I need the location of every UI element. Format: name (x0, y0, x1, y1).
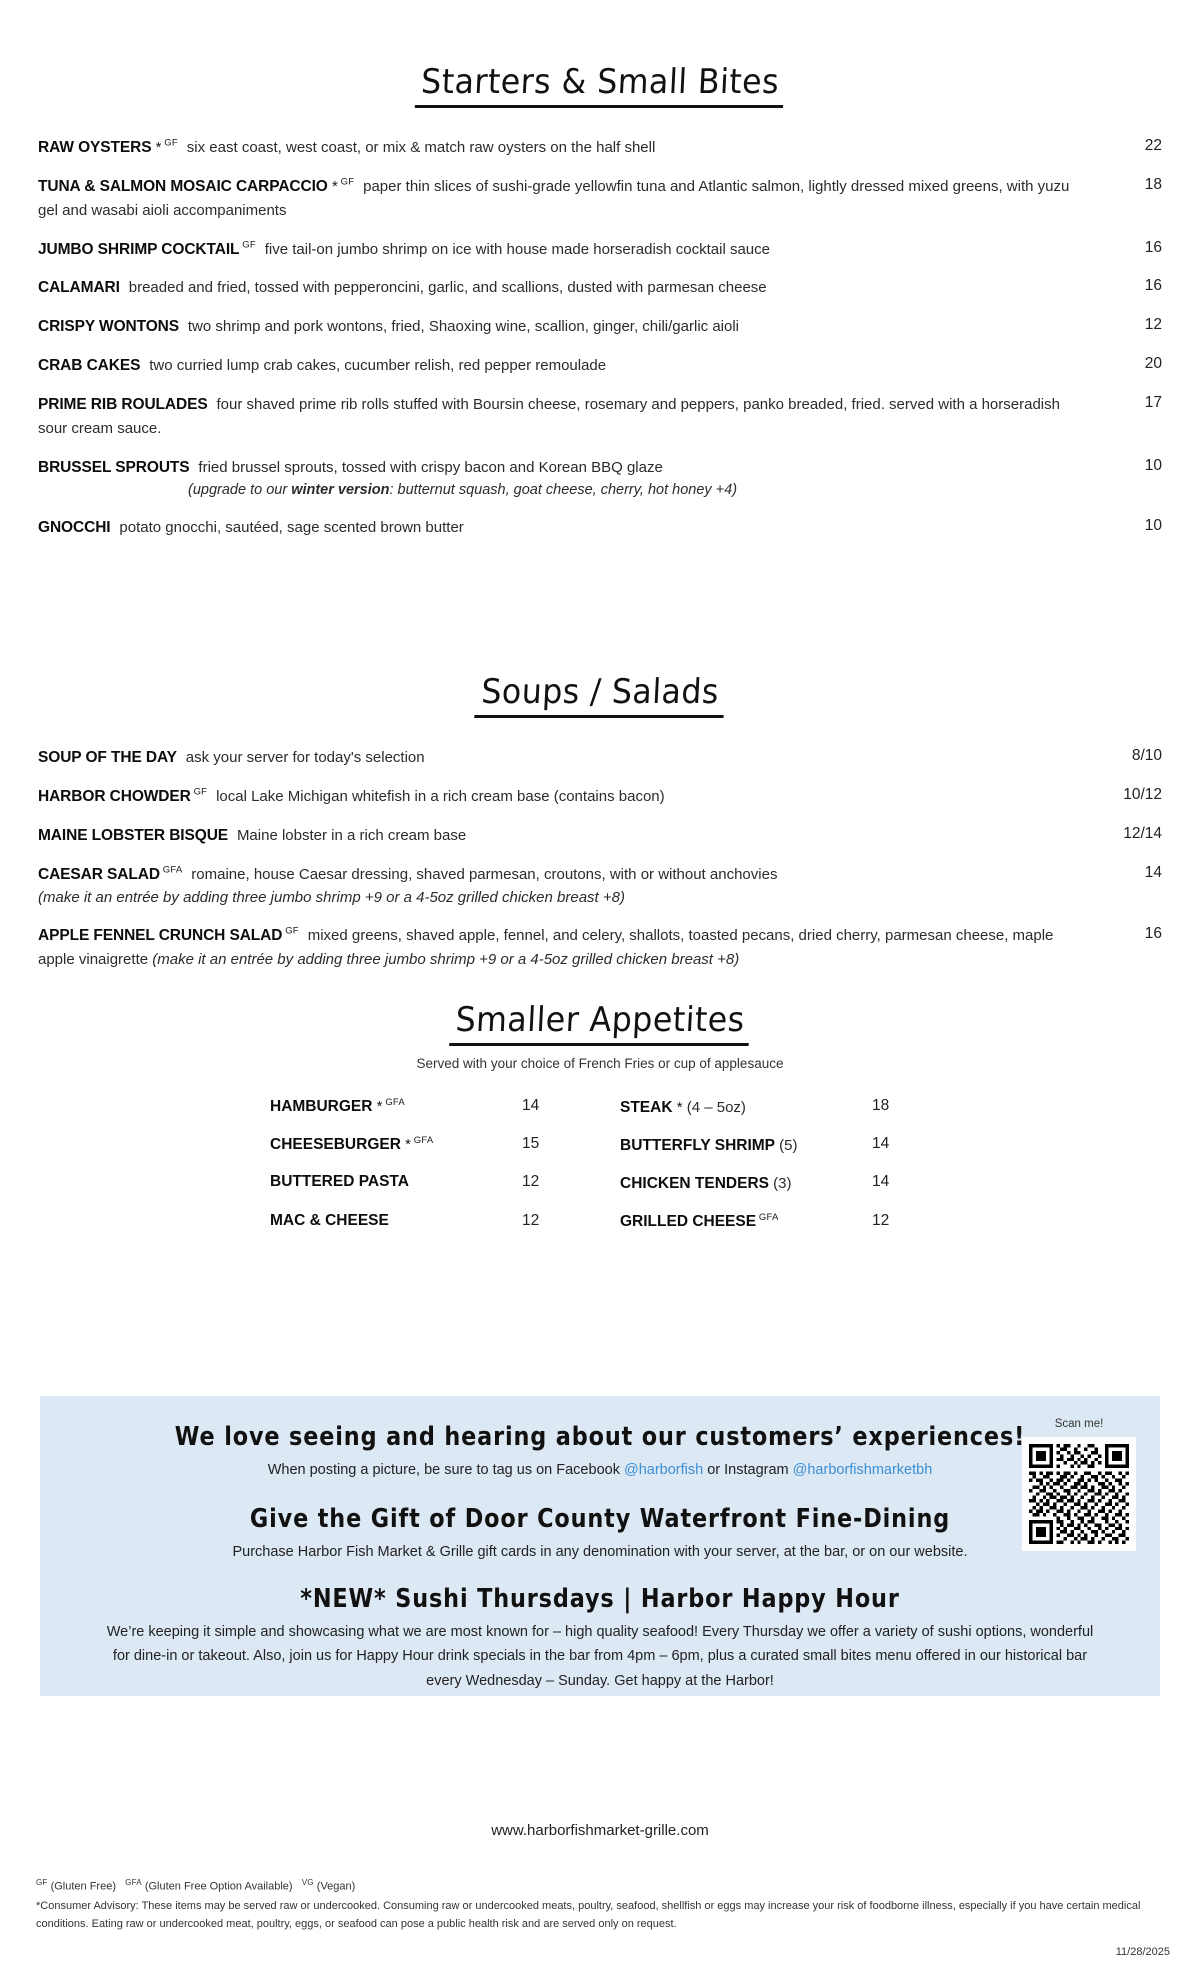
item-name: RAW OYSTERS (38, 139, 152, 156)
item-body (38, 516, 1104, 540)
soups-salads-item-list (0, 746, 1200, 972)
menu-item (38, 456, 1162, 501)
item-price: 16 (1144, 238, 1162, 256)
legend-vg-sup: VG (301, 1878, 314, 1887)
item-price: 22 (1144, 137, 1162, 154)
item-name: MAINE LOBSTER BISQUE (38, 826, 229, 844)
item-body (38, 276, 1104, 300)
grid-spacer (580, 1173, 620, 1195)
item-description: two shrimp and pork wontons, fried, Shaoxing wine, scallion, ginger, chili/garlic aioli (187, 318, 740, 336)
item-body (38, 175, 1104, 223)
kid-menu-item (270, 1135, 500, 1157)
kid-item-name: CHEESEBURGER (270, 1136, 401, 1154)
qr-label: Scan me! (1054, 1418, 1104, 1430)
section-title-smaller-appetites: Smaller Appetites (41, 1000, 1159, 1046)
item-name: TUNA & SALMON MOSAIC CARPACCIO (38, 177, 328, 195)
dietary-mark: GF (337, 176, 355, 188)
menu-item (38, 746, 1162, 770)
legend-gfa-text: (Gluten Free Option Available) (141, 1880, 293, 1893)
promo-social-line (40, 1460, 1160, 1482)
item-body (38, 924, 1104, 972)
grid-spacer (580, 1212, 620, 1231)
grid-spacer (580, 1135, 620, 1157)
menu-item (38, 924, 1162, 972)
kid-item-price: 12 (522, 1211, 540, 1229)
item-body (38, 746, 1104, 770)
promo-social-heading: We love seeing and hearing about our customers’ experiences! (174, 1422, 1026, 1452)
kid-item-name: CHICKEN TENDERS (620, 1175, 769, 1193)
item-description: four shaved prime rib rolls stuffed with Boursin cheese, rosemary and peppers, panko breaded, fried. served with a horseradish sour cream sauce. (38, 396, 1060, 438)
dietary-mark: GF (161, 137, 178, 149)
promo-social-pre: When posting a picture, be sure to tag us on Facebook (267, 1462, 624, 1478)
item-description: mixed greens, shaved apple, fennel, and celery, shallots, toasted pecans, dried cherry, parmesan cheese, maple apple vinaigrette (38, 926, 1054, 968)
legend-gf-text: (Gluten Free) (47, 1880, 116, 1893)
item-description: romaine, house Caesar dressing, shaved parmesan, croutons, with or without anchovies (191, 865, 778, 883)
menu-date: 11/28/2025 (1115, 1946, 1170, 1958)
item-price: 10 (1144, 456, 1162, 474)
item-body (38, 456, 1104, 501)
menu-item (38, 175, 1162, 223)
item-price: 20 (1144, 355, 1162, 373)
qr-code-icon[interactable] (1022, 1437, 1136, 1551)
website-url[interactable]: www.harborfishmarket-grille.com (491, 1822, 709, 1839)
item-price: 17 (1144, 394, 1162, 412)
kid-item-name: BUTTERFLY SHRIMP (620, 1137, 776, 1155)
smaller-appetites-note: Served with your choice of French Fries or cup of applesauce (416, 1056, 784, 1071)
kid-item-qty: (4 – 5oz) (682, 1099, 746, 1116)
kid-item-price: 12 (872, 1211, 890, 1229)
item-price: 10 (1144, 517, 1162, 535)
item-body (38, 824, 1104, 848)
menu-item (38, 516, 1162, 540)
kid-item-qty: (5) (775, 1137, 798, 1155)
item-name: GNOCCHI (38, 519, 111, 537)
kid-item-price: 15 (522, 1135, 540, 1153)
raw-item-asterisk: * (327, 177, 338, 195)
menu-item (38, 136, 1162, 160)
menu-item (38, 354, 1162, 378)
raw-item-asterisk: * (400, 1136, 411, 1154)
item-body (38, 785, 1104, 809)
raw-item-asterisk: * (151, 139, 162, 156)
item-description: five tail-on jumbo shrimp on ice with house made horseradish cocktail sauce (264, 240, 770, 258)
kid-item-qty: (3) (768, 1175, 792, 1193)
item-name: BRUSSEL SPROUTS (38, 458, 190, 476)
item-upgrade-note: (upgrade to our winter version: butternut squash, goat cheese, cherry, hot honey +4) (188, 481, 738, 498)
dietary-mark: GF (239, 239, 256, 251)
dietary-mark: GFA (382, 1097, 405, 1108)
item-body (38, 238, 1104, 262)
item-entree-note: (make it an entrée by adding three jumbo shrimp +9 or a 4-5oz grilled chicken breast +8) (152, 950, 740, 968)
section-smaller-appetites (0, 1000, 1200, 1231)
kid-item-price: 18 (872, 1097, 890, 1114)
kid-item-name: GRILLED CHEESE (620, 1212, 757, 1230)
consumer-advisory: *Consumer Advisory: These items may be served raw or undercooked. Consuming raw or undercooked meats, poultry, seafood, shellfish or eggs may increase your risk of foodborne illness, especially if you have certain medical conditions. Eating raw or undercooked meat, poultry, eggs, or seafood can pose a public health risk and are served only on request. (36, 1900, 1141, 1930)
dietary-mark: GFA (159, 864, 183, 876)
kid-menu-item (270, 1212, 500, 1231)
smaller-appetites-grid (0, 1097, 1200, 1231)
menu-item (38, 276, 1162, 300)
item-price: 10/12 (1123, 785, 1162, 803)
kid-item-name: HAMBURGER (270, 1098, 373, 1116)
section-title-soups-salads: Soups / Salads (41, 672, 1159, 718)
kid-item-price: 14 (522, 1097, 540, 1114)
item-body (38, 863, 1104, 909)
dietary-mark: GFA (410, 1135, 434, 1147)
kid-item-name: BUTTERED PASTA (270, 1173, 409, 1191)
kid-menu-item (270, 1097, 500, 1119)
item-name: CALAMARI (38, 279, 120, 297)
instagram-handle-link[interactable]: @harborfishmarketbh (792, 1462, 933, 1478)
kid-menu-item (620, 1173, 850, 1195)
raw-item-asterisk: * (372, 1098, 383, 1116)
menu-item (38, 785, 1162, 809)
item-description: Maine lobster in a rich cream base (236, 826, 467, 844)
item-name: SOUP OF THE DAY (38, 749, 177, 766)
item-body (38, 315, 1104, 339)
item-description: paper thin slices of sushi-grade yellowfin tuna and Atlantic salmon, lightly dressed mixed greens, with yuzu gel and wasabi aioli accompaniments (38, 177, 1070, 219)
promo-box (40, 1396, 1160, 1696)
item-description: fried brussel sprouts, tossed with crispy bacon and Korean BBQ glaze (198, 458, 663, 476)
section-soups-salads (0, 672, 1200, 987)
item-price: 18 (1144, 175, 1162, 193)
item-price: 12 (1144, 316, 1162, 334)
promo-giftcard-line: Purchase Harbor Fish Market & Grille gift cards in any denomination with your server, at the bar, or on our website. (232, 1543, 968, 1560)
kid-menu-item (620, 1135, 850, 1157)
menu-item (38, 863, 1162, 909)
item-name: CRAB CAKES (38, 357, 141, 375)
raw-item-asterisk: * (672, 1099, 683, 1116)
kid-item-price: 14 (872, 1173, 890, 1191)
menu-item (38, 824, 1162, 848)
item-price: 16 (1144, 924, 1162, 942)
kid-menu-item (620, 1097, 850, 1119)
promo-social-mid: or Instagram (703, 1462, 793, 1478)
menu-item (38, 393, 1162, 441)
item-body (38, 354, 1104, 378)
item-description: ask your server for today's selection (185, 749, 425, 766)
item-body (38, 136, 1104, 160)
item-name: JUMBO SHRIMP COCKTAIL (38, 240, 240, 258)
kid-item-name: STEAK (620, 1099, 673, 1116)
dietary-mark: GF (190, 786, 208, 798)
item-name: PRIME RIB ROULADES (38, 396, 208, 414)
item-name: HARBOR CHOWDER (38, 787, 191, 805)
item-price: 16 (1144, 277, 1162, 295)
promo-sushi-heading: *NEW* Sushi Thursdays | Harbor Happy Hour (300, 1583, 900, 1614)
item-price: 14 (1144, 863, 1162, 881)
kid-item-price: 12 (522, 1173, 540, 1191)
section-title-starters: Starters & Small Bites (41, 62, 1159, 108)
item-description: potato gnocchi, sautéed, sage scented brown butter (119, 519, 464, 537)
legend-gfa-sup: GFA (125, 1878, 142, 1887)
menu-item (38, 238, 1162, 262)
facebook-handle-link[interactable]: @harborfish (623, 1462, 704, 1478)
item-description: breaded and fried, tossed with pepperoncini, garlic, and scallions, dusted with parmesan cheese (128, 279, 767, 297)
kid-item-price: 14 (872, 1135, 890, 1153)
promo-giftcard-heading: Give the Gift of Door County Waterfront Fine-Dining (249, 1503, 951, 1534)
section-starters (0, 62, 1200, 555)
promo-sushi-body: We’re keeping it simple and showcasing what we are most known for – high quality seafood! Every Thursday we offer a variety of sushi options, wonderful for dine-in or takeout. Also, join us for Happy Hour drink specials in the bar from 4pm – 6pm, plus a curated small bites menu offered in our historical bar every Wednesday – Sunday. Get happy at the Harbor! (106, 1623, 1094, 1690)
item-description: local Lake Michigan whitefish in a rich cream base (contains bacon) (216, 787, 665, 805)
kid-menu-item (620, 1212, 850, 1231)
item-description: six east coast, west coast, or mix & match raw oysters on the half shell (186, 139, 656, 156)
item-entree-note: (make it an entrée by adding three jumbo shrimp +9 or a 4-5oz grilled chicken breast +8) (38, 888, 625, 906)
allergen-legend (36, 1878, 355, 1893)
kid-menu-item (270, 1173, 500, 1195)
legend-vg-text: (Vegan) (313, 1880, 356, 1893)
starters-item-list (0, 136, 1200, 540)
kid-item-name: MAC & CHEESE (270, 1211, 389, 1229)
item-name: CRISPY WONTONS (38, 318, 179, 336)
grid-spacer (580, 1097, 620, 1119)
item-description: two curried lump crab cakes, cucumber relish, red pepper remoulade (149, 357, 607, 375)
item-name: CAESAR SALAD (38, 865, 160, 883)
dietary-mark: GF (282, 925, 299, 937)
item-name: APPLE FENNEL CRUNCH SALAD (38, 926, 283, 944)
item-price: 8/10 (1131, 747, 1162, 764)
item-price: 12/14 (1123, 824, 1162, 842)
item-body (38, 393, 1104, 441)
legend-gf-sup: GF (36, 1878, 48, 1887)
dietary-mark: GFA (756, 1211, 779, 1223)
menu-item (38, 315, 1162, 339)
